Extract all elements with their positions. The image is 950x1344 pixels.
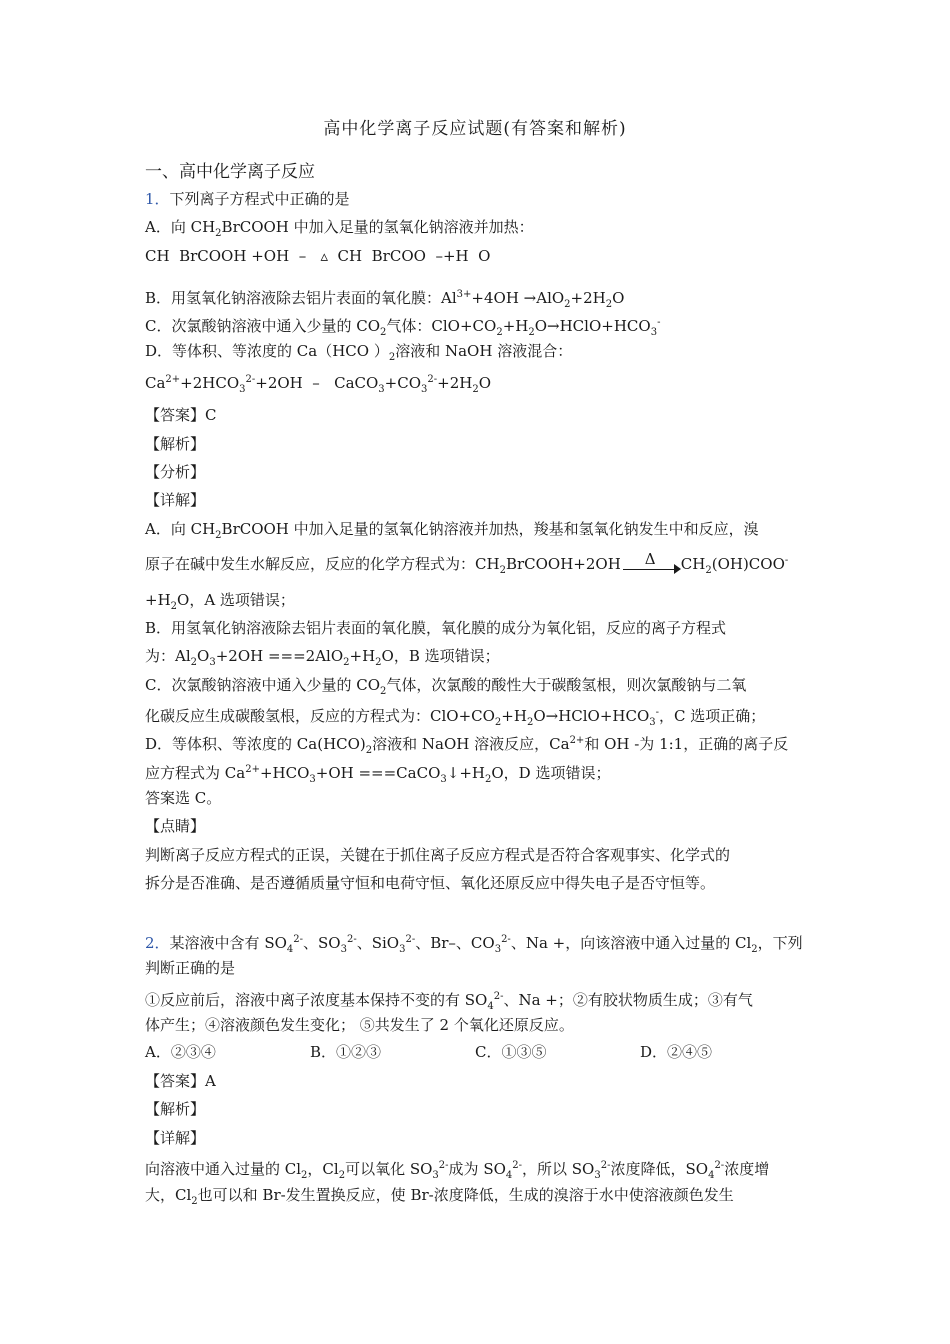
fenxi-label: 【分析】: [145, 463, 206, 481]
explanation-line: C．次氯酸钠溶液中通入少量的 $CO_2$气体，次氯酸的酸性大于碳酸氢根，则次氯酸钠与二氧: [145, 676, 747, 697]
question-2-stem: 2．某溶液中含有 $SO_4^{2-}$、$SO_3^{2-}$、SiO$_3^{2-}$、Br–、$CO_3^{2-}$、Na +，向该溶液中通入过量的 $Cl_2$，下列: [145, 934, 803, 955]
question-2-options: [145, 1042, 845, 1062]
option-a: A．向 $CH_2BrCOOH$ 中加入足量的氢氧化钠溶液并加热：: [145, 218, 534, 239]
explanation-line: 答案选 C。: [145, 789, 222, 807]
question-2-statements: ①反应前后，溶液中离子浓度基本保持不变的有 $SO_4^{2-}$、Na +；②有胶状物质生成；③有气: [145, 991, 753, 1012]
page-title: 高中化学离子反应试题(有答案和解析): [323, 119, 627, 139]
option-c: C．次氯酸钠溶液中通入少量的 $CO_2$气体：$ClO+CO_2+H_2O\to HClO+HCO_3^-$: [145, 317, 661, 338]
question-number: 1．: [145, 190, 170, 208]
explanation-line: 为：$Al_2O_3+2OH ===2AlO_2+H_2O$，B 选项错误；: [145, 647, 500, 668]
option-c: C．①③⑤: [475, 1043, 547, 1061]
answer-label: 【答案】A: [145, 1072, 216, 1090]
explanation-line: 化碳反应生成碳酸氢根，反应的方程式为：$ClO+CO_2+H_2O\to HClO+HCO_3^-$，C 选项正确；: [145, 707, 766, 728]
detail-label: 【详解】: [145, 491, 206, 509]
explanation-line: 应方程式为 $Ca^{2+}+HCO_3+OH$ $===CaCO_3↓+H_2O$，D 选项错误；: [145, 764, 611, 785]
heat-arrow-icon: Δ: [623, 553, 679, 575]
explanation-line: A．向 $CH_2BrCOOH$ 中加入足量的氢氧化钠溶液并加热，羧基和氢氧化钠发生中和反应，溴: [145, 520, 759, 541]
detail-label: 【详解】: [145, 1129, 206, 1147]
analysis-label: 【解析】: [145, 435, 206, 453]
explanation-line: 原子在碱中发生水解反应，反应的化学方程式为：$CH_2BrCOOH+2OH$ Δ $CH_2(OH)COO^-$: [145, 550, 789, 576]
tip-text: 判断离子反应方程式的正误，关键在于抓住离子反应方程式是否符合客观事实、化学式的: [145, 846, 731, 864]
tip-label: 【点睛】: [145, 817, 206, 835]
answer-label: 【答案】C: [145, 406, 217, 424]
option-a-equation: CH BrCOOH +OH – ▵ CH BrCOO –+H O: [145, 247, 491, 265]
section-heading: 一、高中化学离子反应: [145, 162, 315, 182]
option-d: D．等体积、等浓度的 Ca（HCO ）$_2$溶液和 NaOH 溶液混合：: [145, 342, 573, 363]
question-2-stem-cont: 判断正确的是: [145, 959, 236, 977]
tip-text: 拆分是否准确、是否遵循质量守恒和电荷守恒、氧化还原反应中得失电子是否守恒等。: [145, 874, 716, 892]
question-number: 2．: [145, 934, 170, 952]
question-2-statements-cont: 体产生；④溶液颜色发生变化； ⑤共发生了 2 个氧化还原反应。: [145, 1016, 574, 1034]
explanation-line: $+H_2O$，A 选项错误；: [145, 591, 295, 612]
question-1-stem: 1．下列离子方程式中正确的是: [145, 190, 350, 208]
option-a: A．②③④: [145, 1043, 216, 1061]
explanation-line: B．用氢氧化钠溶液除去铝片表面的氧化膜，氧化膜的成分为氧化铝，反应的离子方程式: [145, 619, 727, 637]
option-b: B．①②③: [310, 1043, 382, 1061]
explanation-line: D．等体积、等浓度的 $Ca(HCO)_2$溶液和 NaOH 溶液反应，$Ca^{2+}$和 OH -为 1:1，正确的离子反: [145, 735, 789, 756]
option-d-equation: $Ca^{2+}+2HCO_3^{2-}+2OH$ – $CaCO_3+CO_3^{2-}+2H_2O$: [145, 374, 492, 395]
option-b: B．用氢氧化钠溶液除去铝片表面的氧化膜：$Al^{3+}+4OH \to AlO_2+2H_2O$: [145, 289, 625, 310]
analysis-label: 【解析】: [145, 1100, 206, 1118]
option-d: D．②④⑤: [640, 1043, 713, 1061]
explanation-line: 大，$Cl_2$也可以和 Br-发生置换反应，使 Br-浓度降低，生成的溴溶于水中使溶液颜色发生: [145, 1186, 734, 1207]
explanation-line: 向溶液中通入过量的 $Cl_2$，$Cl_2$可以氧化 $SO_3^{2-}$成为 $SO_4^{2-}$，所以 $SO_3^{2-}$浓度降低，$SO_4^{2-}$浓度增: [145, 1160, 770, 1181]
